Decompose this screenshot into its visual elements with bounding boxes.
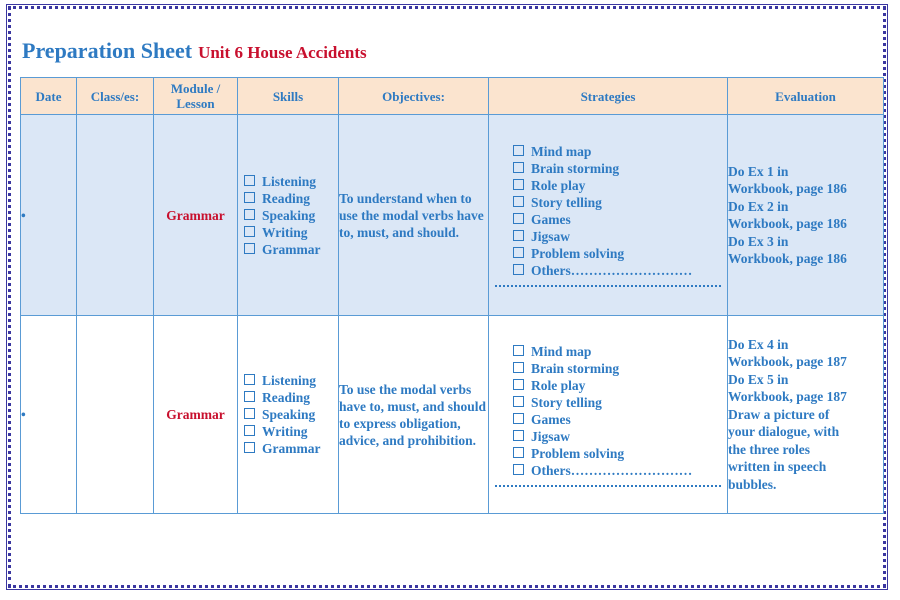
skill-item: Writing [244, 224, 338, 241]
strategies-cell [489, 115, 728, 316]
strategy-item: Games [513, 411, 727, 428]
strategy-item: Others……………………… [513, 462, 727, 479]
page-title [22, 38, 367, 64]
header-evaluation: Evaluation [728, 78, 884, 115]
skill-item: Writing [244, 423, 338, 440]
skill-item: Grammar [244, 241, 338, 258]
evaluation-line: Workbook, page 187 [728, 389, 847, 405]
preparation-table [20, 77, 884, 514]
skill-item: Listening [244, 173, 338, 190]
module-cell: Grammar [154, 115, 238, 316]
evaluation-line: the three roles [728, 441, 810, 457]
header-row [21, 78, 884, 115]
checkbox[interactable] [244, 374, 255, 385]
strategy-item: Role play [513, 377, 727, 394]
checkbox[interactable] [513, 145, 524, 156]
evaluation-line: Do Ex 4 in [728, 336, 789, 352]
checkbox[interactable] [513, 379, 524, 390]
checkbox[interactable] [244, 192, 255, 203]
lesson-row [21, 115, 884, 316]
checkbox[interactable] [513, 464, 524, 475]
checkbox[interactable] [244, 391, 255, 402]
lesson-row [21, 316, 884, 514]
objective-cell: To understand when to use the modal verbs have to, must, and should. [339, 115, 489, 316]
evaluation-line: Do Ex 1 in [728, 163, 789, 179]
checkbox[interactable] [513, 247, 524, 258]
evaluation-line: Workbook, page 186 [728, 181, 847, 196]
header-module: Module / Lesson [154, 78, 238, 115]
checkbox[interactable] [244, 243, 255, 254]
strategy-item: Others……………………… [513, 262, 727, 279]
skill-item: Reading [244, 190, 338, 207]
evaluation-cell [728, 115, 884, 316]
evaluation-line: Draw a picture of [728, 406, 830, 422]
dotted-line [495, 283, 721, 287]
checkbox[interactable] [513, 345, 524, 356]
header-skills: Skills [238, 78, 339, 115]
strategies-cell [489, 316, 728, 514]
checkbox[interactable] [513, 213, 524, 224]
classes-cell [77, 115, 154, 316]
checkbox[interactable] [244, 209, 255, 220]
evaluation-line: bubbles. [728, 476, 777, 492]
header-classes: Class/es: [77, 78, 154, 115]
evaluation-line: your dialogue, with [728, 424, 840, 440]
checkbox[interactable] [513, 196, 524, 207]
evaluation-line: written in speech [728, 459, 827, 475]
header-strategies: Strategies [489, 78, 728, 115]
strategy-item: Mind map [513, 343, 727, 360]
checkbox[interactable] [513, 430, 524, 441]
strategy-item: Story telling [513, 394, 727, 411]
strategy-item: Story telling [513, 194, 727, 211]
evaluation-line: Workbook, page 186 [728, 216, 847, 231]
evaluation-line: Do Ex 2 in [728, 198, 789, 214]
skill-item: Grammar [244, 440, 338, 457]
strategy-item: Brain storming [513, 360, 727, 377]
skills-cell [238, 115, 339, 316]
evaluation-cell [728, 316, 884, 514]
dotted-line [495, 483, 721, 487]
checkbox[interactable] [244, 226, 255, 237]
strategy-item: Mind map [513, 143, 727, 160]
strategy-item: Brain storming [513, 160, 727, 177]
strategy-item: Jigsaw [513, 428, 727, 445]
checkbox[interactable] [244, 425, 255, 436]
unit-title: Unit 6 House Accidents [198, 43, 367, 62]
checkbox[interactable] [244, 175, 255, 186]
strategy-item: Games [513, 211, 727, 228]
header-date: Date [21, 78, 77, 115]
checkbox[interactable] [244, 442, 255, 453]
date-cell: • [21, 115, 77, 316]
strategy-item: Problem solving [513, 445, 727, 462]
strategy-item: Problem solving [513, 245, 727, 262]
checkbox[interactable] [513, 362, 524, 373]
module-cell: Grammar [154, 316, 238, 514]
skill-item: Reading [244, 389, 338, 406]
checkbox[interactable] [244, 408, 255, 419]
evaluation-line: Workbook, page 186 [728, 251, 847, 266]
skills-cell [238, 316, 339, 514]
sheet-title: Preparation Sheet [22, 38, 193, 63]
objective-cell: To use the modal verbs have to, must, and should to express obligation, advice, and prohibition. [339, 316, 489, 514]
strategy-item: Role play [513, 177, 727, 194]
skill-item: Speaking [244, 207, 338, 224]
strategy-item: Jigsaw [513, 228, 727, 245]
evaluation-line: Do Ex 5 in [728, 371, 789, 387]
date-cell: • [21, 316, 77, 514]
evaluation-line: Workbook, page 187 [728, 354, 847, 370]
checkbox[interactable] [513, 413, 524, 424]
checkbox[interactable] [513, 447, 524, 458]
skill-item: Speaking [244, 406, 338, 423]
checkbox[interactable] [513, 230, 524, 241]
checkbox[interactable] [513, 396, 524, 407]
checkbox[interactable] [513, 162, 524, 173]
header-objectives: Objectives: [339, 78, 489, 115]
skill-item: Listening [244, 372, 338, 389]
evaluation-line: Do Ex 3 in [728, 233, 789, 249]
checkbox[interactable] [513, 179, 524, 190]
classes-cell [77, 316, 154, 514]
checkbox[interactable] [513, 264, 524, 275]
